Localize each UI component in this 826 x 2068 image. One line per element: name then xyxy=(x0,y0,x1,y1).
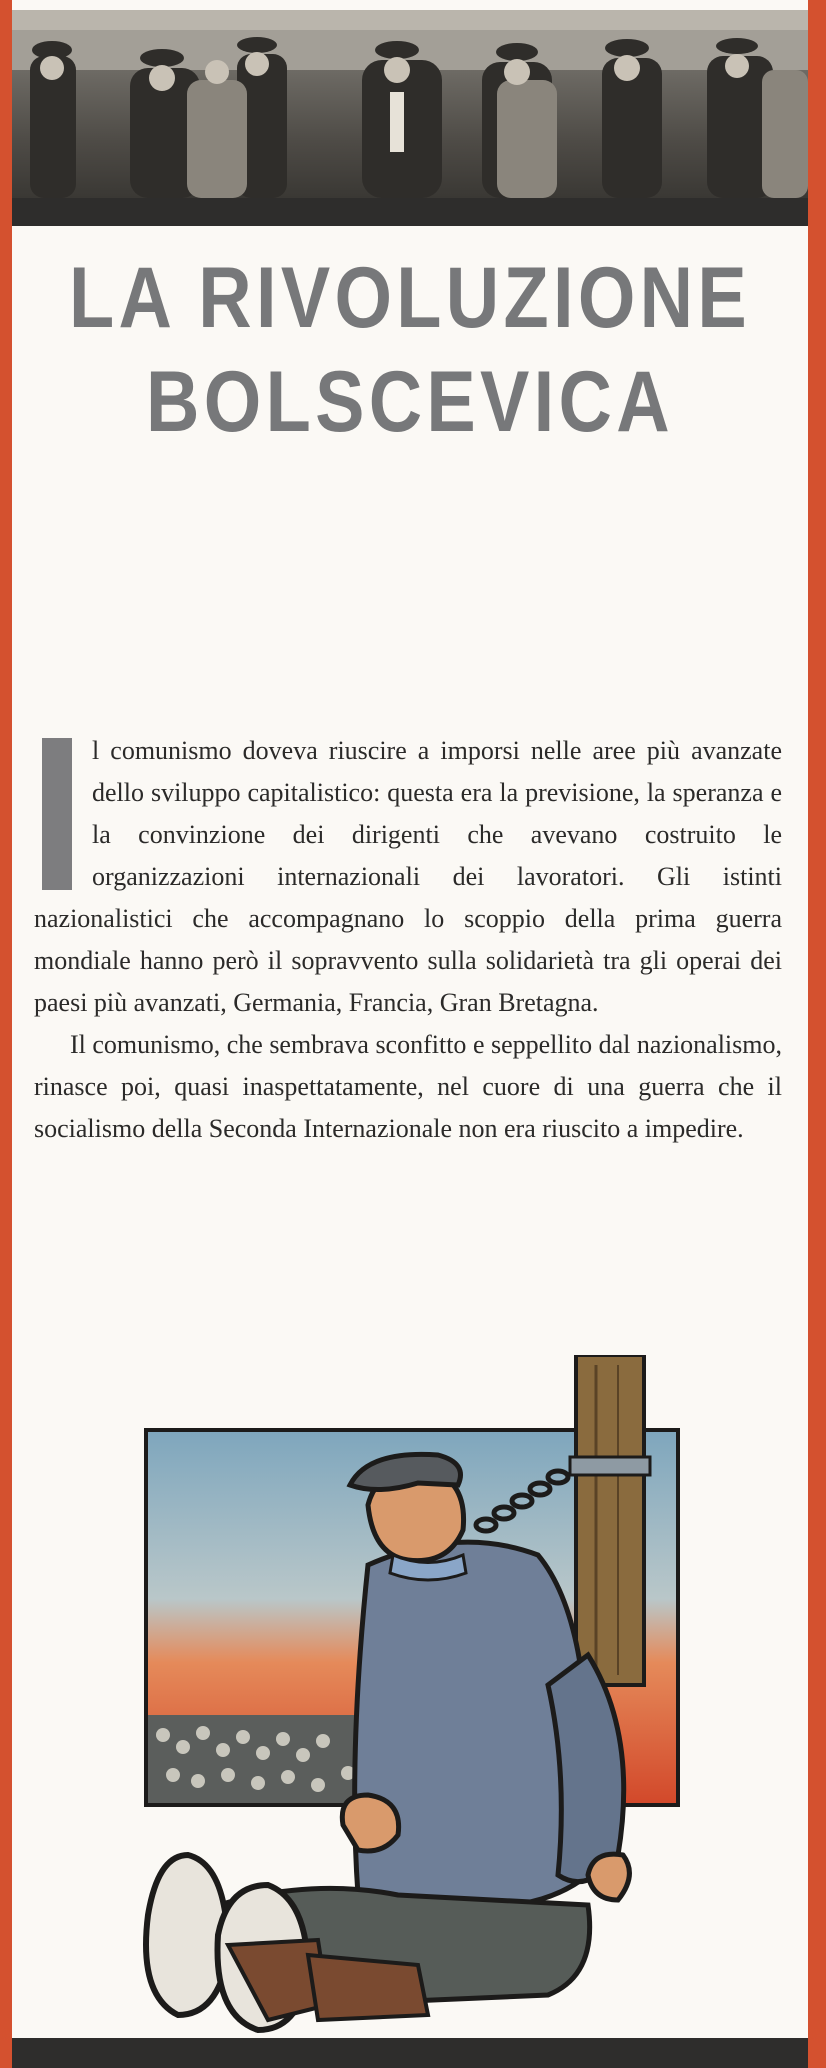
chained-soldier-poster-icon xyxy=(118,1355,696,2035)
page-title xyxy=(68,246,753,454)
crowd-photo-icon xyxy=(12,10,808,198)
article-body xyxy=(34,730,782,1150)
top-dark-bar xyxy=(12,198,808,226)
paragraph-1 xyxy=(34,730,782,1024)
bottom-dark-bar xyxy=(12,2038,808,2068)
title-line-1: LA RIVOLUZIONE xyxy=(68,250,752,346)
dropcap-i-icon xyxy=(42,738,72,890)
paragraph-2: Il comunismo, che sembrava sconfitto e seppellito dal nazionalismo, rinasce poi, quasi inaspettatamente, nel cuore di una guerra che il socialismo della Seconda Internazionale non era riuscito a impedire. xyxy=(34,1030,782,1143)
paragraph-1-text: l comunismo doveva riuscire a imporsi nelle aree più avanzate dello sviluppo capitalistico: questa era la previsione, la speranza e la convinzione dei dirigenti che avevano costruito le organizzazioni internazionali dei lavoratori. Gli istinti nazionalistici che accompagnano lo scoppio della prima guerra mondiale hanno però il sopravvento sulla solidarietà tra gli operai dei paesi più avanzati, Germania, Francia, Gran Bretagna. xyxy=(34,736,782,1017)
title-line-2: BOLSCEVICA xyxy=(146,354,674,450)
